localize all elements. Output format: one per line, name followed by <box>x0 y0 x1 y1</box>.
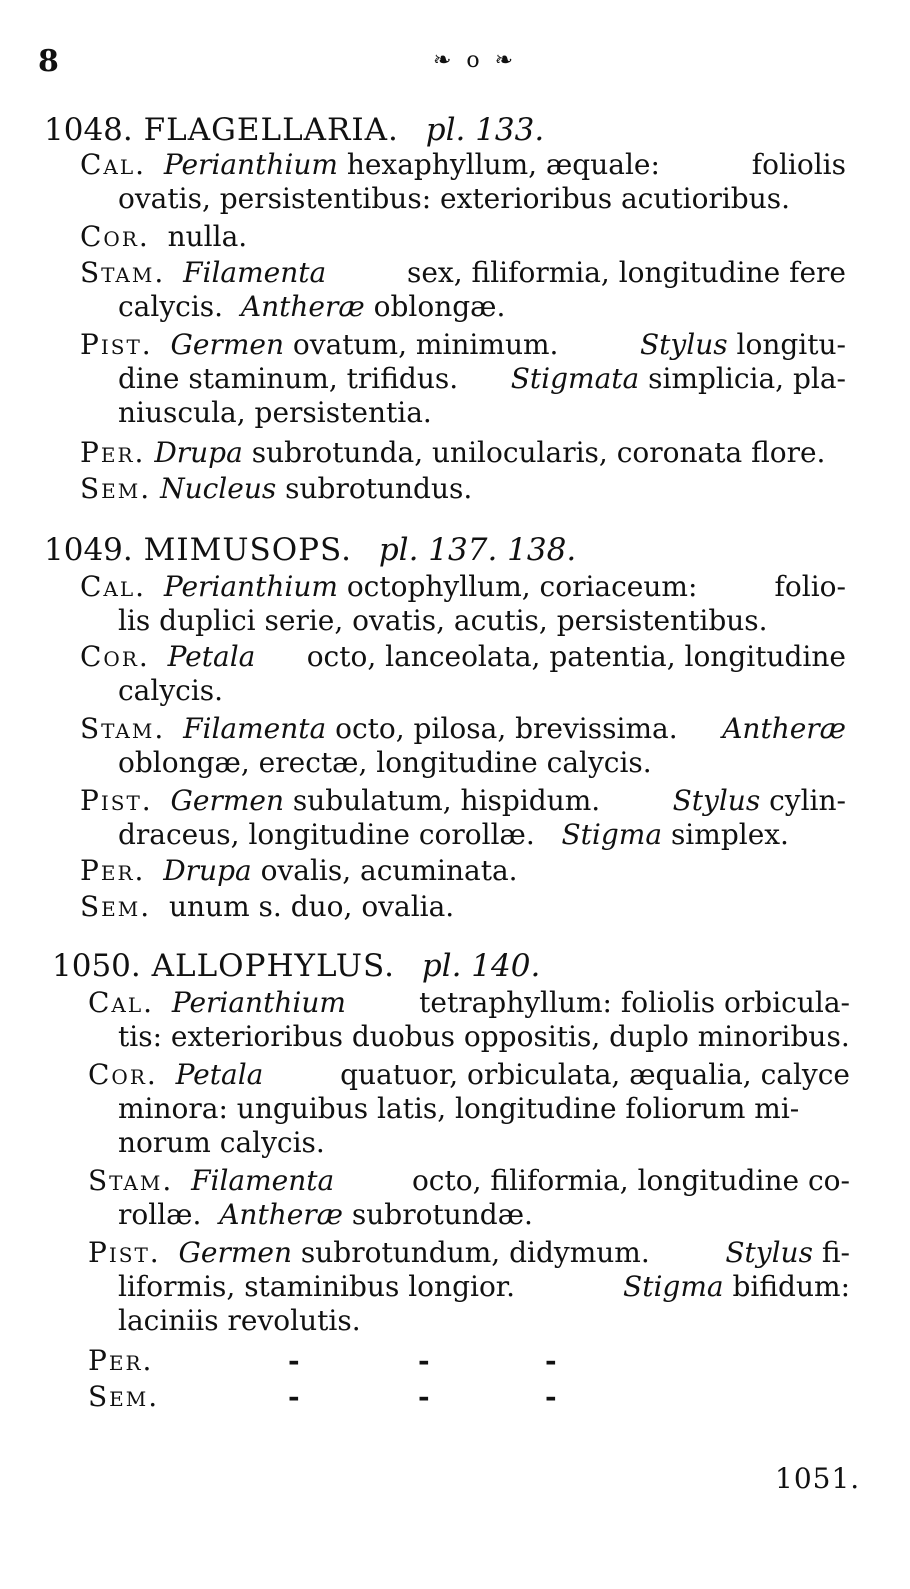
description-text: octo, pilosa, brevissima. <box>335 712 678 745</box>
description-text: fi- <box>821 1236 850 1269</box>
term-italic: Filamenta <box>183 256 327 289</box>
description-text: octo, lanceolata, patentia, longitudine <box>306 640 846 673</box>
calyx-line <box>88 986 850 1020</box>
stamen-label: Stam. <box>80 712 166 745</box>
term-italic: Stylus <box>640 328 728 361</box>
description-text: cylin- <box>769 784 846 817</box>
term-italic: Antheræ <box>219 1198 343 1231</box>
seed-label: Sem. <box>88 1380 160 1413</box>
genus-name: ALLOPHYLUS. <box>151 948 395 984</box>
description-text: octo, filiformia, longitudine co- <box>411 1164 850 1197</box>
corolla-label: Cor. <box>80 220 150 253</box>
stamen-line <box>88 1164 850 1198</box>
description-text: simplex. <box>670 818 789 851</box>
empty-dash: - <box>418 1344 430 1377</box>
empty-dash: - <box>545 1344 557 1377</box>
pistil-line <box>80 784 846 818</box>
corolla-label: Cor. <box>80 640 150 673</box>
term-italic: Drupa <box>163 854 252 887</box>
description-text: quatuor, orbiculata, æqualia, calyce <box>340 1058 850 1091</box>
page-number: 8 <box>38 44 59 79</box>
page-header <box>38 44 858 84</box>
pistil-label: Pist. <box>80 784 153 817</box>
description-text: unum s. duo, ovalia. <box>168 890 455 923</box>
pericarp-label: Per. <box>80 854 146 887</box>
stamen-label: Stam. <box>80 256 166 289</box>
empty-dash: - <box>545 1380 557 1413</box>
calyx-line-cont: tis: exterioribus duobus oppositis, duplo minoribus. <box>118 1020 850 1053</box>
stamen-label: Stam. <box>88 1164 174 1197</box>
entry-number: 1050. <box>52 948 141 984</box>
stamen-line-cont: oblongæ, erectæ, longitudine calycis. <box>118 746 652 779</box>
term-italic: Nucleus <box>160 472 277 505</box>
genus-name: FLAGELLARIA. <box>143 112 399 148</box>
description-text: foliolis <box>751 148 846 181</box>
term-italic: Stylus <box>725 1236 813 1269</box>
stamen-line-cont <box>118 290 505 324</box>
description-text: sex, filiformia, longitudine fere <box>406 256 846 289</box>
pistil-line-cont <box>118 362 846 396</box>
term-italic: Stigma <box>623 1270 724 1303</box>
term-italic: Germen <box>170 328 284 361</box>
description-text: simplicia, pla- <box>648 362 846 395</box>
corolla-line <box>88 1058 850 1092</box>
empty-dash: - <box>418 1380 430 1413</box>
description-text: ovatum, minimum. <box>292 328 559 361</box>
term-italic: Filamenta <box>183 712 327 745</box>
description-text: folio- <box>774 570 846 603</box>
description-text: dine staminum, trifidus. <box>118 362 459 395</box>
corolla-line <box>80 640 846 674</box>
corolla-line-cont2: norum calycis. <box>118 1126 325 1159</box>
entry-number: 1049. <box>44 532 133 568</box>
term-italic: Stigmata <box>510 362 640 395</box>
calyx-line-cont: lis duplici serie, ovatis, acutis, persistentibus. <box>118 604 768 637</box>
description-text: tetraphyllum: foliolis orbicula- <box>419 986 850 1019</box>
term-italic: Petala <box>167 640 256 673</box>
description-text: liformis, staminibus longior. <box>118 1270 516 1303</box>
term-italic: Perianthium <box>163 570 338 603</box>
corolla-line-cont: minora: unguibus latis, longitudine foliorum mi- <box>118 1092 800 1125</box>
pericarp-line <box>80 436 825 470</box>
plate-reference: pl. 140. <box>421 948 541 984</box>
pistil-line-cont <box>118 1270 850 1304</box>
description-text: rollæ. <box>118 1198 202 1231</box>
seed-line <box>80 890 454 924</box>
description-text: octophyllum, coriaceum: <box>346 570 698 603</box>
empty-dash: - <box>288 1344 300 1377</box>
term-italic: Antheræ <box>240 290 365 323</box>
empty-dash: - <box>288 1380 300 1413</box>
term-italic: Stylus <box>672 784 761 817</box>
description-text: draceus, longitudine corollæ. <box>118 818 535 851</box>
entry-title <box>52 948 540 984</box>
plate-reference: pl. 133. <box>425 112 545 148</box>
calyx-label: Cal. <box>80 570 147 603</box>
seed-line <box>80 472 472 506</box>
term-italic: Stigma <box>561 818 663 851</box>
description-text: bifidum: <box>732 1270 850 1303</box>
description-text: subrotundæ. <box>351 1198 533 1231</box>
pistil-line-cont2: niuscula, persistentia. <box>118 396 432 429</box>
description-text: nulla. <box>167 220 248 253</box>
term-italic: Petala <box>175 1058 264 1091</box>
genus-name: MIMUSOPS. <box>143 532 352 568</box>
description-text: subrotunda, unilocularis, coronata flore. <box>251 436 826 469</box>
pericarp-line <box>88 1344 153 1378</box>
pistil-label: Pist. <box>88 1236 161 1269</box>
term-italic: Filamenta <box>191 1164 335 1197</box>
pistil-line-cont <box>118 818 789 852</box>
entry-title <box>44 532 576 568</box>
pericarp-line <box>80 854 518 888</box>
description-text: subrotundus. <box>285 472 473 505</box>
pistil-line <box>80 328 846 362</box>
description-text: subrotundum, didymum. <box>300 1236 650 1269</box>
corolla-line <box>80 220 247 254</box>
description-text: hexaphyllum, æquale: <box>346 148 660 181</box>
description-text: subulatum, hispidum. <box>292 784 601 817</box>
entry-title <box>44 112 544 148</box>
description-text: oblongæ. <box>373 290 506 323</box>
catchword: 1051. <box>775 1462 861 1495</box>
calyx-line-cont: ovatis, persistentibus: exterioribus acutioribus. <box>118 182 791 215</box>
pistil-label: Pist. <box>80 328 153 361</box>
corolla-label: Cor. <box>88 1058 158 1091</box>
calyx-line <box>80 148 846 182</box>
term-italic: Perianthium <box>163 148 338 181</box>
term-italic: Perianthium <box>171 986 346 1019</box>
pistil-line <box>88 1236 850 1270</box>
calyx-label: Cal. <box>88 986 155 1019</box>
term-italic: Germen <box>170 784 284 817</box>
pericarp-label: Per. <box>80 436 146 469</box>
pericarp-label: Per. <box>88 1344 154 1377</box>
header-ornament: ❧ o ❧ <box>433 48 518 73</box>
calyx-label: Cal. <box>80 148 147 181</box>
calyx-line <box>80 570 846 604</box>
plate-reference: pl. 137. 138. <box>378 532 577 568</box>
seed-label: Sem. <box>80 472 152 505</box>
stamen-line <box>80 712 846 746</box>
term-italic: Germen <box>178 1236 292 1269</box>
description-text: longitu- <box>736 328 846 361</box>
corolla-line-cont: calycis. <box>118 674 224 707</box>
description-text: calycis. <box>118 290 224 323</box>
seed-label: Sem. <box>80 890 152 923</box>
entry-number: 1048. <box>44 112 133 148</box>
pistil-line-cont2: laciniis revolutis. <box>118 1304 361 1337</box>
seed-line <box>88 1380 159 1414</box>
term-italic: Antheræ <box>722 712 846 745</box>
stamen-line <box>80 256 846 290</box>
stamen-line-cont <box>118 1198 533 1232</box>
term-italic: Drupa <box>154 436 243 469</box>
description-text: ovalis, acuminata. <box>260 854 518 887</box>
